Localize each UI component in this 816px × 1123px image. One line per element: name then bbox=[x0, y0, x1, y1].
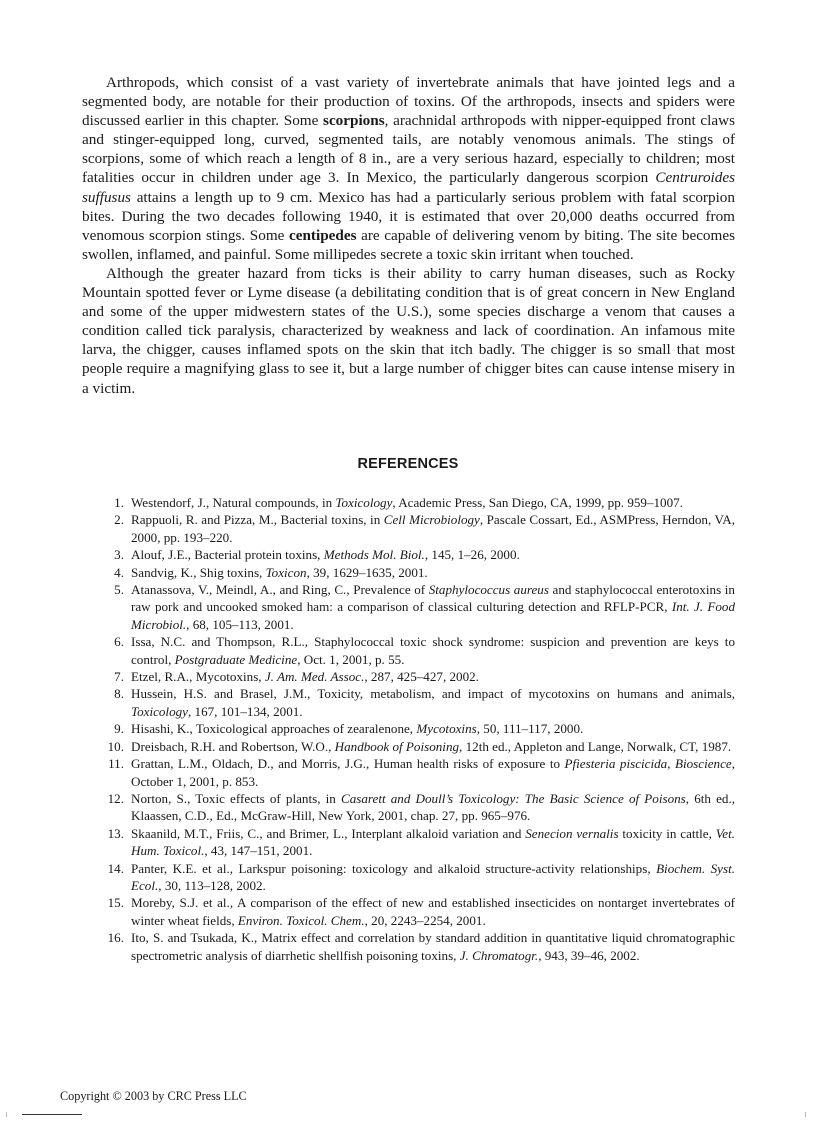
text-run: , 287, 425–427, 2002. bbox=[364, 669, 479, 685]
text-run: , 12th ed., Appleton and Lange, Norwalk, CT, 1987. bbox=[459, 738, 732, 754]
italic-text: Cell Microbiology bbox=[383, 512, 480, 528]
reference-number: 1. bbox=[114, 495, 124, 510]
reference-item bbox=[105, 790, 735, 825]
reference-number: 6. bbox=[114, 634, 124, 650]
reference-item bbox=[105, 755, 735, 790]
reference-item bbox=[105, 511, 735, 546]
text-run: toxicity in cattle, bbox=[618, 825, 716, 841]
reference-number: 12. bbox=[107, 790, 124, 806]
reference-number: 7. bbox=[114, 669, 124, 685]
italic-text: Toxicology bbox=[131, 703, 188, 719]
text-run: Arthropods, which consist of a vast variety of invertebrate animals that have jointed legs and a segmented body, are notable for their production of toxins. Of the arthropods, insects and spiders were discussed earlier in this chapter. Some bbox=[82, 74, 735, 130]
references-heading: REFERENCES bbox=[357, 456, 459, 472]
references-list bbox=[105, 494, 735, 964]
text-run: Issa, N.C. and Thompson, R.L., Staphylococcal toxic shock syndrome: suspicion and prevention are keys to control, bbox=[131, 634, 735, 667]
italic-text: Pfiesteria piscicida bbox=[564, 756, 668, 772]
text-run: , 43, 147–151, 2001. bbox=[204, 843, 313, 859]
paragraph-arthropods bbox=[82, 73, 735, 264]
text-run: , 943, 39–46, 2002. bbox=[538, 947, 640, 963]
reference-item bbox=[105, 494, 735, 511]
italic-text: J. Chromatogr. bbox=[459, 947, 539, 963]
italic-text: Biochem. Syst. Ecol. bbox=[131, 860, 735, 893]
text-run: , Pascale Cossart, Ed., ASMPress, Herndon, VA, 2000, pp. 193–220. bbox=[131, 512, 735, 545]
reference-number: 4. bbox=[114, 564, 124, 580]
reference-item bbox=[105, 825, 735, 860]
text-run: attains a length up to 9 cm. Mexico has had a particularly serious problem with fatal scorpion bites. During the two decades following 1940, it is estimated that over 20,000 deaths occurred from venomous scorpion stings. Some bbox=[82, 188, 735, 244]
text-run: Rappuoli, R. and Pizza, M., Bacterial toxins, in bbox=[131, 512, 384, 528]
italic-text: Staphylococcus aureus bbox=[428, 582, 549, 598]
reference-number: 14. bbox=[107, 860, 124, 876]
text-run: Ito, S. and Tsukada, K., Matrix effect and correlation by standard addition in quantitative liquid chromatographic spectrometric analysis of diarrhetic shellfish poisoning toxins, bbox=[131, 930, 735, 963]
text-run: Etzel, R.A., Mycotoxins, bbox=[131, 669, 265, 685]
text-run: Atanassova, V., Meindl, A., and Ring, C., Prevalence of bbox=[131, 582, 429, 598]
reference-item bbox=[105, 581, 735, 633]
text-run: , Academic Press, San Diego, CA, 1999, pp. 959–1007. bbox=[392, 495, 683, 510]
copyright-footer: Copyright © 2003 by CRC Press LLC bbox=[60, 1089, 247, 1103]
paragraph-ticks bbox=[82, 264, 735, 398]
reference-item bbox=[105, 564, 735, 581]
text-run: , Oct. 1, 2001, p. 55. bbox=[297, 651, 405, 667]
reference-item bbox=[105, 929, 735, 964]
italic-text: Postgraduate Medicine bbox=[174, 651, 298, 667]
text-run: , bbox=[667, 756, 675, 772]
reference-number: 13. bbox=[107, 825, 124, 841]
crop-mark bbox=[805, 1112, 806, 1117]
text-run: , 68, 105–113, 2001. bbox=[186, 616, 294, 632]
text-run: Dreisbach, R.H. and Robertson, W.O., bbox=[131, 738, 335, 754]
text-run: , 6th ed., Klaassen, C.D., Ed., McGraw-Hill, New York, 2001, chap. 27, pp. 965–976. bbox=[131, 790, 735, 824]
text-run: Although the greater hazard from ticks is their ability to carry human diseases, such as Rocky Mountain spotted fever or Lyme disease (a debilitating condition that is of great concern in New England and some of the upper midwestern states of the U.S.), some species discharge a venom that causes a condition called tick paralysis, characterized by weakness and lack of coordination. An infamous mite larva, the chigger, causes inflamed spots on the skin that itch badly. The chigger is so small that most people require a magnifying glass to see it, but a large number of chigger bites can cause intense misery in a victim. bbox=[82, 264, 735, 397]
italic-text: Senecion vernalis bbox=[525, 825, 619, 841]
italic-text: Environ. Toxicol. Chem. bbox=[237, 912, 365, 928]
footer-rule bbox=[22, 1114, 82, 1115]
reference-number: 2. bbox=[114, 512, 124, 528]
text-run: Alouf, J.E., Bacterial protein toxins, bbox=[131, 547, 324, 563]
italic-text: Int. J. Food Microbiol. bbox=[131, 599, 736, 632]
reference-number: 11. bbox=[108, 756, 124, 772]
reference-number: 10. bbox=[107, 738, 124, 754]
reference-item bbox=[105, 894, 735, 929]
text-run: and staphylococcal enterotoxins in raw pork and uncooked smoked ham: a comparison of classical culturing detection and RFLP-PCR, bbox=[131, 582, 735, 615]
crop-mark bbox=[6, 1112, 7, 1117]
reference-number: 9. bbox=[114, 721, 124, 737]
italic-text: Casarett and Doull’s Toxicology: The Basic Science of Poisons bbox=[340, 790, 686, 806]
text-run: , 145, 1–26, 2000. bbox=[424, 547, 520, 563]
body-text bbox=[82, 73, 735, 398]
text-run: Panter, K.E. et al., Larkspur poisoning: toxicology and alkaloid structure-activity relationships, bbox=[131, 860, 657, 876]
text-run: , 30, 113–128, 2002. bbox=[158, 877, 266, 893]
italic-text: Handbook of Poisoning bbox=[334, 738, 460, 754]
reference-number: 5. bbox=[114, 582, 124, 598]
italic-text: Mycotoxins bbox=[416, 721, 477, 737]
text-run: Skaanild, M.T., Friis, C., and Brimer, L., Interplant alkaloid variation and bbox=[131, 825, 526, 841]
text-run: , arachnidal arthropods with nipper-equipped front claws and stinger-equipped long, curved, segmented tails, are notably venomous animals. The stings of scorpions, some of which reach a length of 8 in., are a very serious hazard, especially to children; most fatalities occur in children under age 3. In Mexico, the particularly dangerous scorpion bbox=[82, 112, 735, 187]
bold-term: centipedes bbox=[289, 226, 357, 244]
reference-item bbox=[105, 720, 735, 737]
text-run: Norton, S., Toxic effects of plants, in bbox=[131, 790, 341, 806]
text-run: Sandvig, K., Shig toxins, bbox=[131, 564, 266, 580]
text-run: Grattan, L.M., Oldach, D., and Morris, J.G., Human health risks of exposure to bbox=[131, 756, 565, 772]
reference-item bbox=[105, 633, 735, 668]
italic-text: Bioscience bbox=[675, 756, 732, 772]
text-run: , 167, 101–134, 2001. bbox=[187, 703, 303, 719]
text-run: , 39, 1629–1635, 2001. bbox=[306, 564, 428, 580]
italic-text: Toxicology bbox=[335, 495, 393, 510]
italic-text: J. Am. Med. Assoc. bbox=[264, 669, 365, 685]
reference-number: 15. bbox=[107, 895, 124, 911]
reference-number: 3. bbox=[114, 547, 124, 563]
text-run: Moreby, S.J. et al., A comparison of the effect of new and established insecticides on nontarget invertebrates of winter wheat fields, bbox=[131, 895, 735, 928]
text-run: , 50, 111–117, 2000. bbox=[476, 721, 584, 737]
reference-item bbox=[105, 860, 735, 895]
text-run: , October 1, 2001, p. 853. bbox=[131, 756, 735, 789]
text-run: are capable of delivering venom by biting. The site becomes swollen, inflamed, and painful. Some millipedes secrete a toxic skin irritant when touched. bbox=[82, 226, 735, 263]
text-run: Westendorf, J., Natural compounds, in bbox=[131, 495, 336, 510]
reference-item bbox=[105, 546, 735, 563]
text-run: , 20, 2243–2254, 2001. bbox=[364, 912, 486, 928]
text-run: Hussein, H.S. and Brasel, J.M., Toxicity, metabolism, and impact of mycotoxins on humans and animals, bbox=[131, 686, 735, 702]
italic-text: Centruroides suffusus bbox=[82, 169, 735, 206]
italic-text: Toxicon bbox=[265, 564, 307, 580]
text-run: Hisashi, K., Toxicological approaches of zearalenone, bbox=[131, 721, 417, 737]
reference-item bbox=[105, 668, 735, 685]
italic-text: Methods Mol. Biol. bbox=[323, 547, 425, 563]
reference-item bbox=[105, 738, 735, 755]
italic-text: Vet. Hum. Toxicol. bbox=[131, 825, 736, 859]
reference-number: 16. bbox=[107, 930, 124, 946]
reference-number: 8. bbox=[114, 686, 124, 702]
reference-item bbox=[105, 685, 735, 720]
bold-term: scorpions bbox=[323, 112, 385, 130]
